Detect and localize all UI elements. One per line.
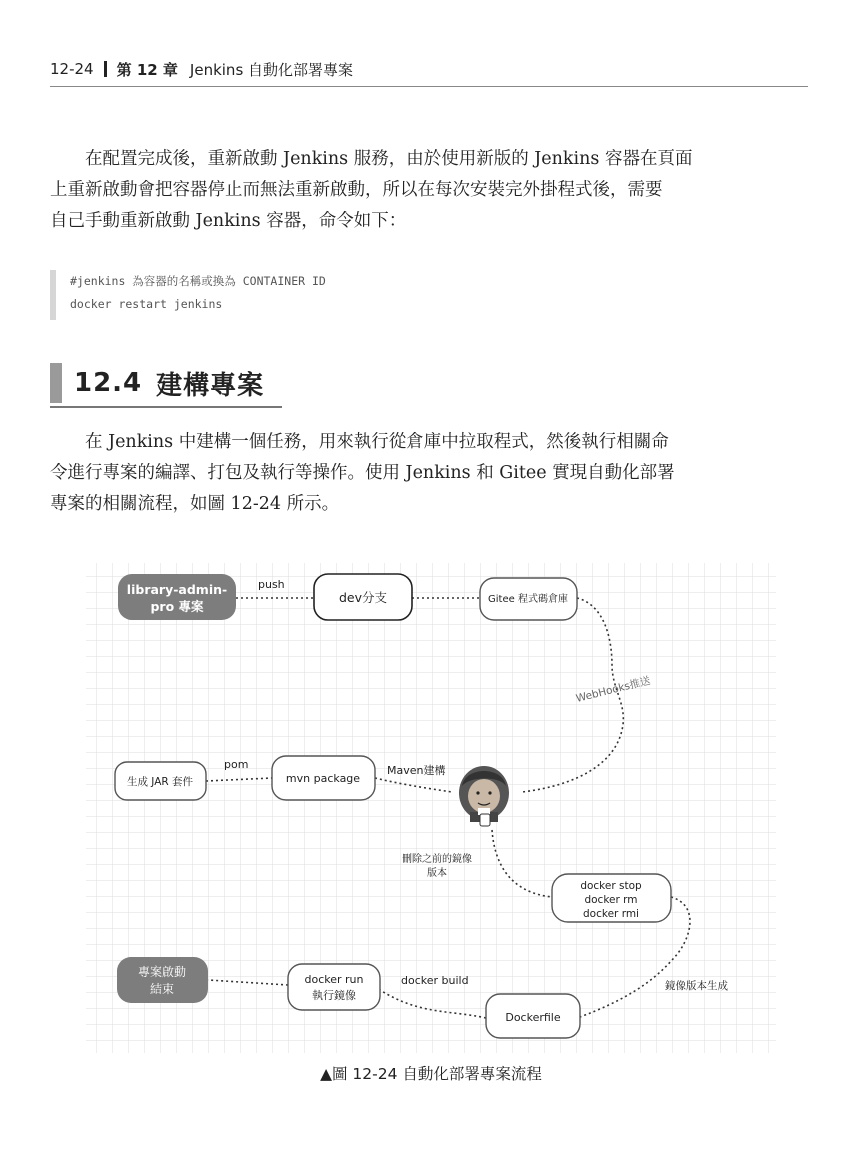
edge-label-pom: pom <box>224 758 249 771</box>
edge-label-webhooks: WebHooks推送 <box>574 674 652 705</box>
edge-label-image-gen: 鏡像版本生成 <box>665 980 728 992</box>
node-generate-jar <box>115 762 206 800</box>
node-label: library-admin- <box>126 582 228 597</box>
text-line: 專案的相關流程，如圖 12-24 所示。 <box>50 494 340 514</box>
node-label: 生成 JAR 套件 <box>126 776 194 788</box>
chapter-title: Jenkins 自動化部署專案 <box>189 60 354 79</box>
edge-label-push: push <box>258 578 285 591</box>
section-title: 建構專案 <box>156 370 265 401</box>
node-dockerfile <box>486 994 580 1038</box>
node-label: dev分支 <box>338 590 388 605</box>
page-number: 12-24 <box>50 60 94 78</box>
node-label: mvn package <box>285 772 361 785</box>
edge-label-delete: 版本 <box>427 868 447 879</box>
node-docker-commands <box>552 874 671 922</box>
edge-label-maven: Maven建構 <box>387 764 446 777</box>
node-project-finished <box>117 957 208 1003</box>
node-label: 結束 <box>149 982 175 996</box>
section-number: 12.4 <box>74 368 143 398</box>
node-label: 執行鏡像 <box>312 989 356 1002</box>
node-label: pro 專案 <box>150 599 204 614</box>
code-line: docker restart jenkins <box>70 297 223 311</box>
node-dev-branch <box>314 574 412 620</box>
node-label: Gitee 程式碼倉庫 <box>488 594 568 605</box>
edge-label-delete: 刪除之前的鏡像 <box>402 854 472 865</box>
figure-caption: ▲圖 12-24 自動化部署專案流程 <box>320 1065 542 1083</box>
text-line: 上重新啟動會把容器停止而無法重新啟動，所以在每次安裝完外掛程式後，需要 <box>50 180 663 200</box>
node-mvn-package <box>272 756 375 800</box>
text-line: 在 Jenkins 中建構一個任務，用來執行從倉庫中拉取程式，然後執行相關命 <box>85 432 669 452</box>
text-line: 令進行專案的編譯、打包及執行等操作。使用 Jenkins 和 Gitee 實現自動化部署 <box>50 463 675 483</box>
node-label: 專案啟動 <box>137 965 187 979</box>
node-label: docker rmi <box>583 908 639 920</box>
text-line: 自己手動重新啟動 Jenkins 容器，命令如下： <box>50 211 407 231</box>
node-label: docker run <box>304 973 364 986</box>
node-library-admin <box>118 574 236 620</box>
node-label: Dockerfile <box>505 1011 561 1024</box>
edge-label-docker-build: docker build <box>401 974 469 987</box>
text-line: 在配置完成後，重新啟動 Jenkins 服務，由於使用新版的 Jenkins 容器在頁面 <box>85 149 693 169</box>
code-line: #jenkins 為容器的名稱或換為 CONTAINER ID <box>70 274 326 288</box>
node-label: docker stop <box>580 880 642 892</box>
node-gitee-repo <box>480 578 577 620</box>
node-docker-run <box>288 964 380 1010</box>
node-label: docker rm <box>584 894 638 906</box>
chapter-number: 第 12 章 <box>116 60 178 79</box>
